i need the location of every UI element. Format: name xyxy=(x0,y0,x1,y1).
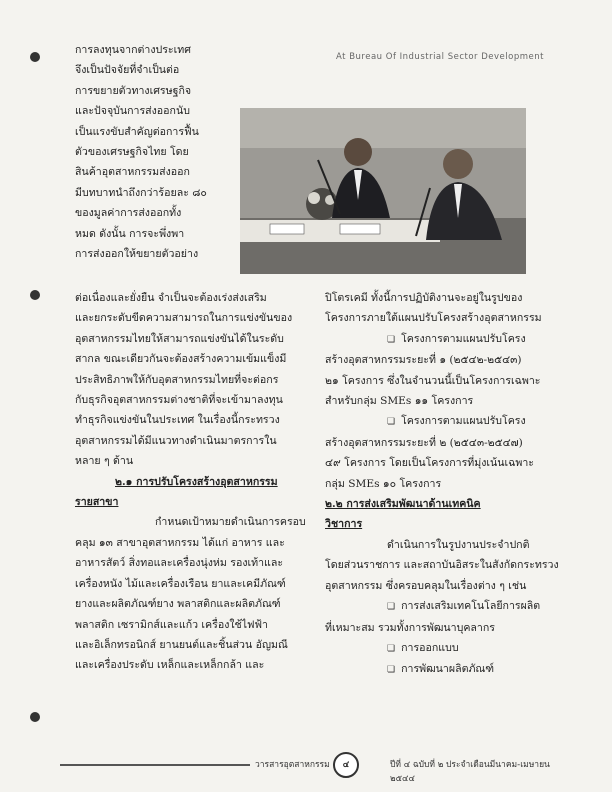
text-line: โดยส่วนราชการ และสถาบันอิสระในสังกัดกระทรวง xyxy=(325,559,559,572)
left-column-top xyxy=(75,40,235,264)
checkbox-bullet-icon xyxy=(387,642,401,654)
text-line: สร้างอุตสาหกรรมระยะที่ ๑ (๒๕๔๒-๒๕๔๓) xyxy=(325,354,522,367)
issue-info: ปีที่ ๔ ฉบับที่ ๒ ประจำเดือนมีนาคม-เมษายน ๒๕๔๔ xyxy=(390,760,550,784)
section-heading: รายสาขา xyxy=(75,496,119,509)
text-line: การส่งออกให้ขยายตัวอย่าง xyxy=(75,248,199,261)
binder-hole-mark xyxy=(30,712,40,722)
text-line: และเครื่องประดับ เหล็กและเหล็กกล้า และ xyxy=(75,659,265,672)
text-line: ของมูลค่าการส่งออกทั้ง xyxy=(75,207,182,220)
page-footer xyxy=(60,752,560,784)
text-line: สำหรับกลุ่ม SMEs ๑๑ โครงการ xyxy=(325,395,474,408)
text-line: อุตสาหกรรมได้มีแนวทางดำเนินมาตรการใน xyxy=(75,434,277,447)
event-photo xyxy=(240,108,526,274)
text-line: ต่อเนื่องและยั่งยืน จำเป็นจะต้องเร่งส่งเสริม xyxy=(75,292,267,304)
text-line: ทำธุรกิจแข่งขันในประเทศ ในเรื่องนี้กระทรวง xyxy=(75,414,280,427)
text-line: อุตสาหกรรมไทยให้สามารถแข่งขันได้ในระดับ xyxy=(75,332,284,345)
text-line: หมด ดังนั้น การจะพึ่งพา xyxy=(75,227,185,240)
text-line: คลุม ๑๓ สาขาอุตสาหกรรม ได้แก่ อาหาร และ xyxy=(75,536,285,549)
text-line: การลงทุนจากต่างประเทศ xyxy=(75,44,191,56)
text-line: หลาย ๆ ด้าน xyxy=(75,455,134,468)
event-photo-image xyxy=(240,108,526,274)
binder-hole-mark xyxy=(30,52,40,62)
text-line: การส่งเสริมเทคโนโลยีการผลิต xyxy=(401,600,541,613)
checkbox-list-item xyxy=(325,329,575,350)
section-heading: ๒.๒ การส่งเสริมพัฒนาด้านเทคนิค xyxy=(325,498,481,511)
checkbox-bullet-icon xyxy=(387,415,401,427)
text-line: สากล ขณะเดียวกันจะต้องสร้างความเข้มแข็งมี xyxy=(75,353,287,366)
text-line: ประสิทธิภาพให้กับอุตสาหกรรมไทยที่จะต่อกร xyxy=(75,373,279,386)
photo-caption: At Bureau Of Industrial Sector Development xyxy=(336,52,544,62)
text-line: เป็นแรงขับสำคัญต่อการฟื้น xyxy=(75,125,199,138)
text-line: และปัจจุบันการส่งออกนับ xyxy=(75,105,190,118)
text-line: จึงเป็นปัจจัยที่จำเป็นต่อ xyxy=(75,64,180,77)
text-line: สร้างอุตสาหกรรมระยะที่ ๒ (๒๕๔๓-๒๕๔๗) xyxy=(325,436,523,449)
text-line: และอิเล็กทรอนิกส์ ยานยนต์และชิ้นส่วน อัญมณี xyxy=(75,638,288,651)
checkbox-list-item xyxy=(325,411,575,432)
section-heading: วิชาการ xyxy=(325,518,363,531)
text-line: สินค้าอุตสาหกรรมส่งออก xyxy=(75,166,190,179)
checkbox-bullet-icon xyxy=(387,333,401,345)
section-heading: ๒.๑ การปรับโครงสร้างอุตสาหกรรม xyxy=(115,475,278,488)
text-line: ดำเนินการในรูปงานประจำปกติ xyxy=(387,538,530,551)
text-line: อุตสาหกรรม ซึ่งครอบคลุมในเรื่องต่าง ๆ เช่น xyxy=(325,579,527,592)
binder-hole-mark xyxy=(30,290,40,300)
text-line: กับธุรกิจอุตสาหกรรมต่างชาติที่จะเข้ามาลงทุน xyxy=(75,394,283,407)
checkbox-list-item xyxy=(325,638,575,659)
text-line: การพัฒนาผลิตภัณฑ์ xyxy=(401,663,495,676)
text-line: พลาสติก เซรามิกส์และแก้ว เครื่องใช้ไฟฟ้า xyxy=(75,618,269,631)
checkbox-bullet-icon xyxy=(387,663,401,675)
text-line: ตัวของเศรษฐกิจไทย โดย xyxy=(75,146,189,159)
text-line: ที่เหมาะสม รวมทั้งการพัฒนาบุคลากร xyxy=(325,621,495,634)
text-line: ปิโตรเคมี ทั้งนี้การปฏิบัติงานจะอยู่ในรูปของ xyxy=(325,292,523,304)
text-line: โครงการตามแผนปรับโครง xyxy=(401,332,526,345)
text-line: ๔๙ โครงการ โดยเป็นโครงการที่มุ่งเน้นเฉพาะ xyxy=(325,457,534,470)
text-line: โครงการตามแผนปรับโครง xyxy=(401,415,526,428)
page-number: ๔ xyxy=(333,752,359,778)
text-line: ยางและผลิตภัณฑ์ยาง พลาสติกและผลิตภัณฑ์ xyxy=(75,598,281,611)
text-line: การขยายตัวทางเศรษฐกิจ xyxy=(75,84,192,97)
text-line: เครื่องหนัง ไม้และเครื่องเรือน ยาและเคมีภัณฑ์ xyxy=(75,577,286,590)
right-column xyxy=(325,288,575,681)
text-line: มีบทบาทนำถึงกว่าร้อยละ ๘๐ xyxy=(75,186,207,199)
footer-rule xyxy=(60,764,250,766)
checkbox-list-item xyxy=(325,659,575,680)
text-line: กลุ่ม SMEs ๑๐ โครงการ xyxy=(325,477,442,490)
checkbox-list-item xyxy=(325,596,575,617)
text-line: กำหนดเป้าหมายดำเนินการครอบ xyxy=(155,516,306,529)
text-line: อาหารสัตว์ สิ่งทอและเครื่องนุ่งห่ม รองเท้าและ xyxy=(75,557,284,570)
checkbox-bullet-icon xyxy=(387,600,401,612)
text-line: ๒๑ โครงการ ซึ่งในจำนวนนี้เป็นโครงการเฉพาะ xyxy=(325,374,541,387)
left-column-bottom xyxy=(75,288,315,676)
magazine-name: วารสารอุตสาหกรรม xyxy=(255,760,330,770)
text-line: การออกแบบ xyxy=(401,641,459,654)
text-line: โครงการภายใต้แผนปรับโครงสร้างอุตสาหกรรม xyxy=(325,312,542,325)
text-line: และยกระดับขีดความสามารถในการแข่งขันของ xyxy=(75,312,293,325)
